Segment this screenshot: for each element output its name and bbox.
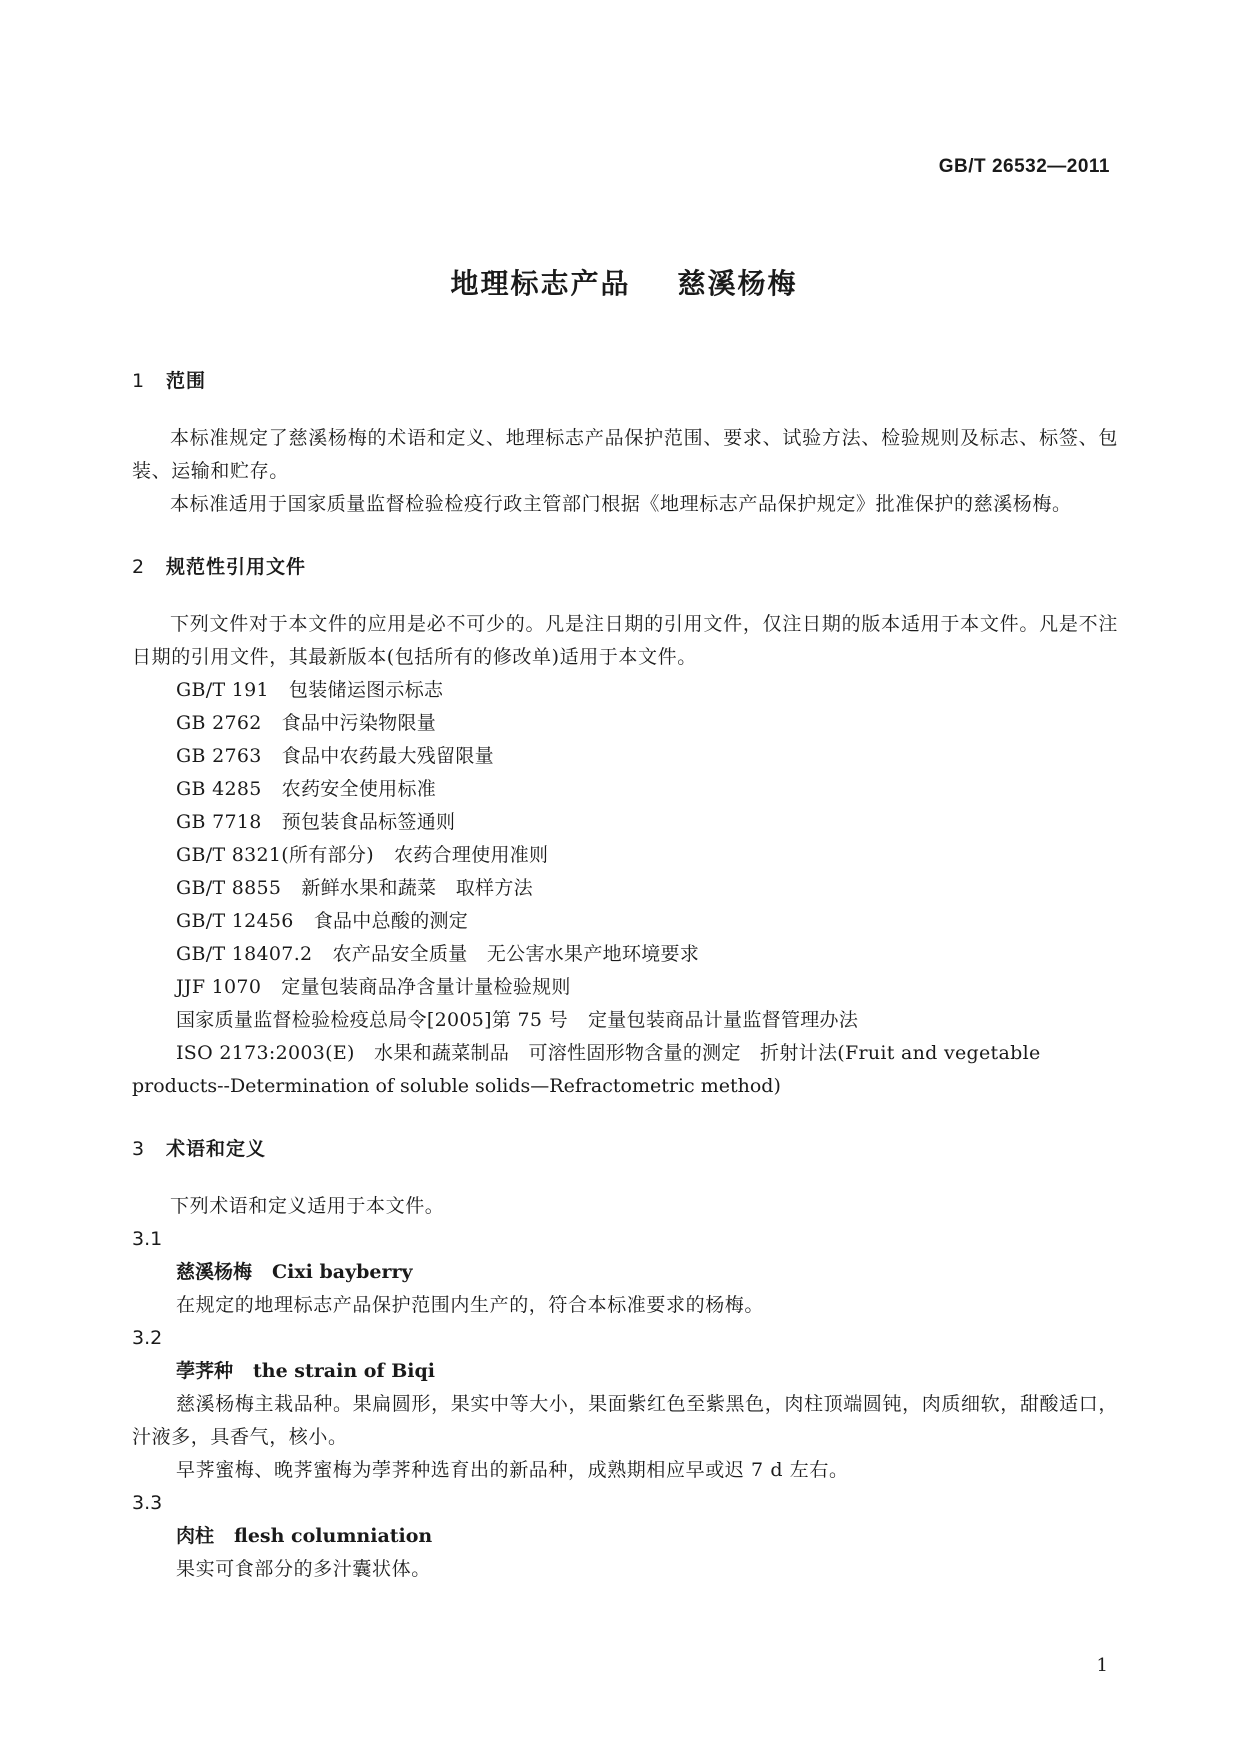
reference-item <box>132 674 1118 707</box>
reference-item <box>132 938 1118 971</box>
term-definition: 慈溪杨梅主栽品种。果扁圆形，果实中等大小，果面紫红色至紫黑色，肉柱顶端圆钝，肉质细软，甜酸适口，汁液多，具香气，核小。 <box>132 1393 1118 1448</box>
reference-item <box>132 839 1118 872</box>
reference-title: 定量包装商品净含量计量检验规则 <box>281 976 571 998</box>
term-definition: 在规定的地理标志产品保护范围内生产的，符合本标准要求的杨梅。 <box>176 1294 765 1316</box>
reference-title: 定量包装商品计量监督管理办法 <box>587 1009 859 1031</box>
reference-item <box>132 1004 1118 1037</box>
reference-code: GB 2762 <box>176 712 262 734</box>
reference-title: 农产品安全质量 无公害水果产地环境要求 <box>332 943 700 965</box>
reference-code: GB/T 191 <box>176 679 269 701</box>
term-zh: 荸荠种 <box>176 1360 234 1382</box>
term-zh: 慈溪杨梅 <box>176 1261 253 1283</box>
reference-code: GB/T 8855 <box>176 877 282 899</box>
reference-title: 新鲜水果和蔬菜 取样方法 <box>301 877 533 899</box>
reference-item <box>132 773 1118 806</box>
term-en: flesh columniation <box>234 1525 433 1547</box>
section-3-heading <box>132 1133 1118 1166</box>
document-body <box>132 365 1118 1586</box>
term-definition: 果实可食部分的多汁囊状体。 <box>176 1558 431 1580</box>
reference-code: GB/T 12456 <box>176 910 294 932</box>
term-heading <box>132 1355 1118 1388</box>
section-3-intro: 下列术语和定义适用于本文件。 <box>170 1195 445 1217</box>
reference-code: GB 4285 <box>176 778 262 800</box>
reference-title: 农药合理使用准则 <box>393 844 549 866</box>
term-heading <box>132 1520 1118 1553</box>
section-1-heading <box>132 365 1118 398</box>
section-1-paragraph-1: 本标准规定了慈溪杨梅的术语和定义、地理标志产品保护范围、要求、试验方法、检验规则及标志、标签、包装、运输和贮存。 <box>132 427 1118 482</box>
reference-title: 预包装食品标签通则 <box>281 811 456 833</box>
section-title: 规范性引用文件 <box>166 556 307 578</box>
section-number: 2 <box>132 556 146 578</box>
reference-item <box>132 740 1118 773</box>
section-number: 1 <box>132 370 146 392</box>
document-title: 地理标志产品 慈溪杨梅 <box>450 267 798 300</box>
reference-code: JJF 1070 <box>176 976 262 998</box>
term-note: 早荠蜜梅、晚荠蜜梅为荸荠种选育出的新品种，成熟期相应早或迟 7 d 左右。 <box>176 1459 849 1481</box>
term-zh: 肉柱 <box>176 1525 215 1547</box>
reference-title: 食品中农药最大残留限量 <box>281 745 494 767</box>
page-number: 1 <box>1096 1655 1108 1676</box>
reference-code: GB/T 18407.2 <box>176 943 313 965</box>
term-en: the strain of Biqi <box>253 1360 435 1382</box>
section-2-heading <box>132 551 1118 584</box>
section-title: 术语和定义 <box>166 1138 267 1160</box>
section-1-paragraph-2: 本标准适用于国家质量监督检验检疫行政主管部门根据《地理标志产品保护规定》批准保护的慈溪杨梅。 <box>170 493 1072 515</box>
reference-item <box>132 707 1118 740</box>
reference-title: 农药安全使用标准 <box>281 778 437 800</box>
section-title: 范围 <box>166 370 207 392</box>
reference-item <box>132 872 1118 905</box>
term-number: 3.3 <box>132 1492 163 1514</box>
term-en: Cixi bayberry <box>272 1261 413 1283</box>
reference-item-iso: ISO 2173:2003(E) 水果和蔬菜制品 可溶性固形物含量的测定 折射计法(Fruit and vegetable <box>176 1042 1041 1064</box>
standard-code: GB/T 26532—2011 <box>938 156 1110 177</box>
reference-title: 食品中总酸的测定 <box>313 910 469 932</box>
term-heading <box>132 1256 1118 1289</box>
reference-title: 包装储运图示标志 <box>288 679 444 701</box>
reference-code: GB 7718 <box>176 811 262 833</box>
term-number: 3.2 <box>132 1327 163 1349</box>
term-number: 3.1 <box>132 1228 163 1250</box>
reference-item <box>132 806 1118 839</box>
reference-item-iso-continuation: products--Determination of soluble solids—Refractometric method) <box>132 1075 781 1097</box>
section-2-intro: 下列文件对于本文件的应用是必不可少的。凡是注日期的引用文件，仅注日期的版本适用于本文件。凡是不注日期的引用文件，其最新版本(包括所有的修改单)适用于本文件。 <box>132 613 1118 668</box>
reference-code: GB/T 8321(所有部分) <box>176 844 374 866</box>
reference-title: 食品中污染物限量 <box>281 712 437 734</box>
reference-item <box>132 971 1118 1004</box>
reference-item <box>132 905 1118 938</box>
reference-code: 国家质量监督检验检疫总局令[2005]第 75 号 <box>176 1009 568 1031</box>
section-number: 3 <box>132 1138 146 1160</box>
reference-code: GB 2763 <box>176 745 262 767</box>
